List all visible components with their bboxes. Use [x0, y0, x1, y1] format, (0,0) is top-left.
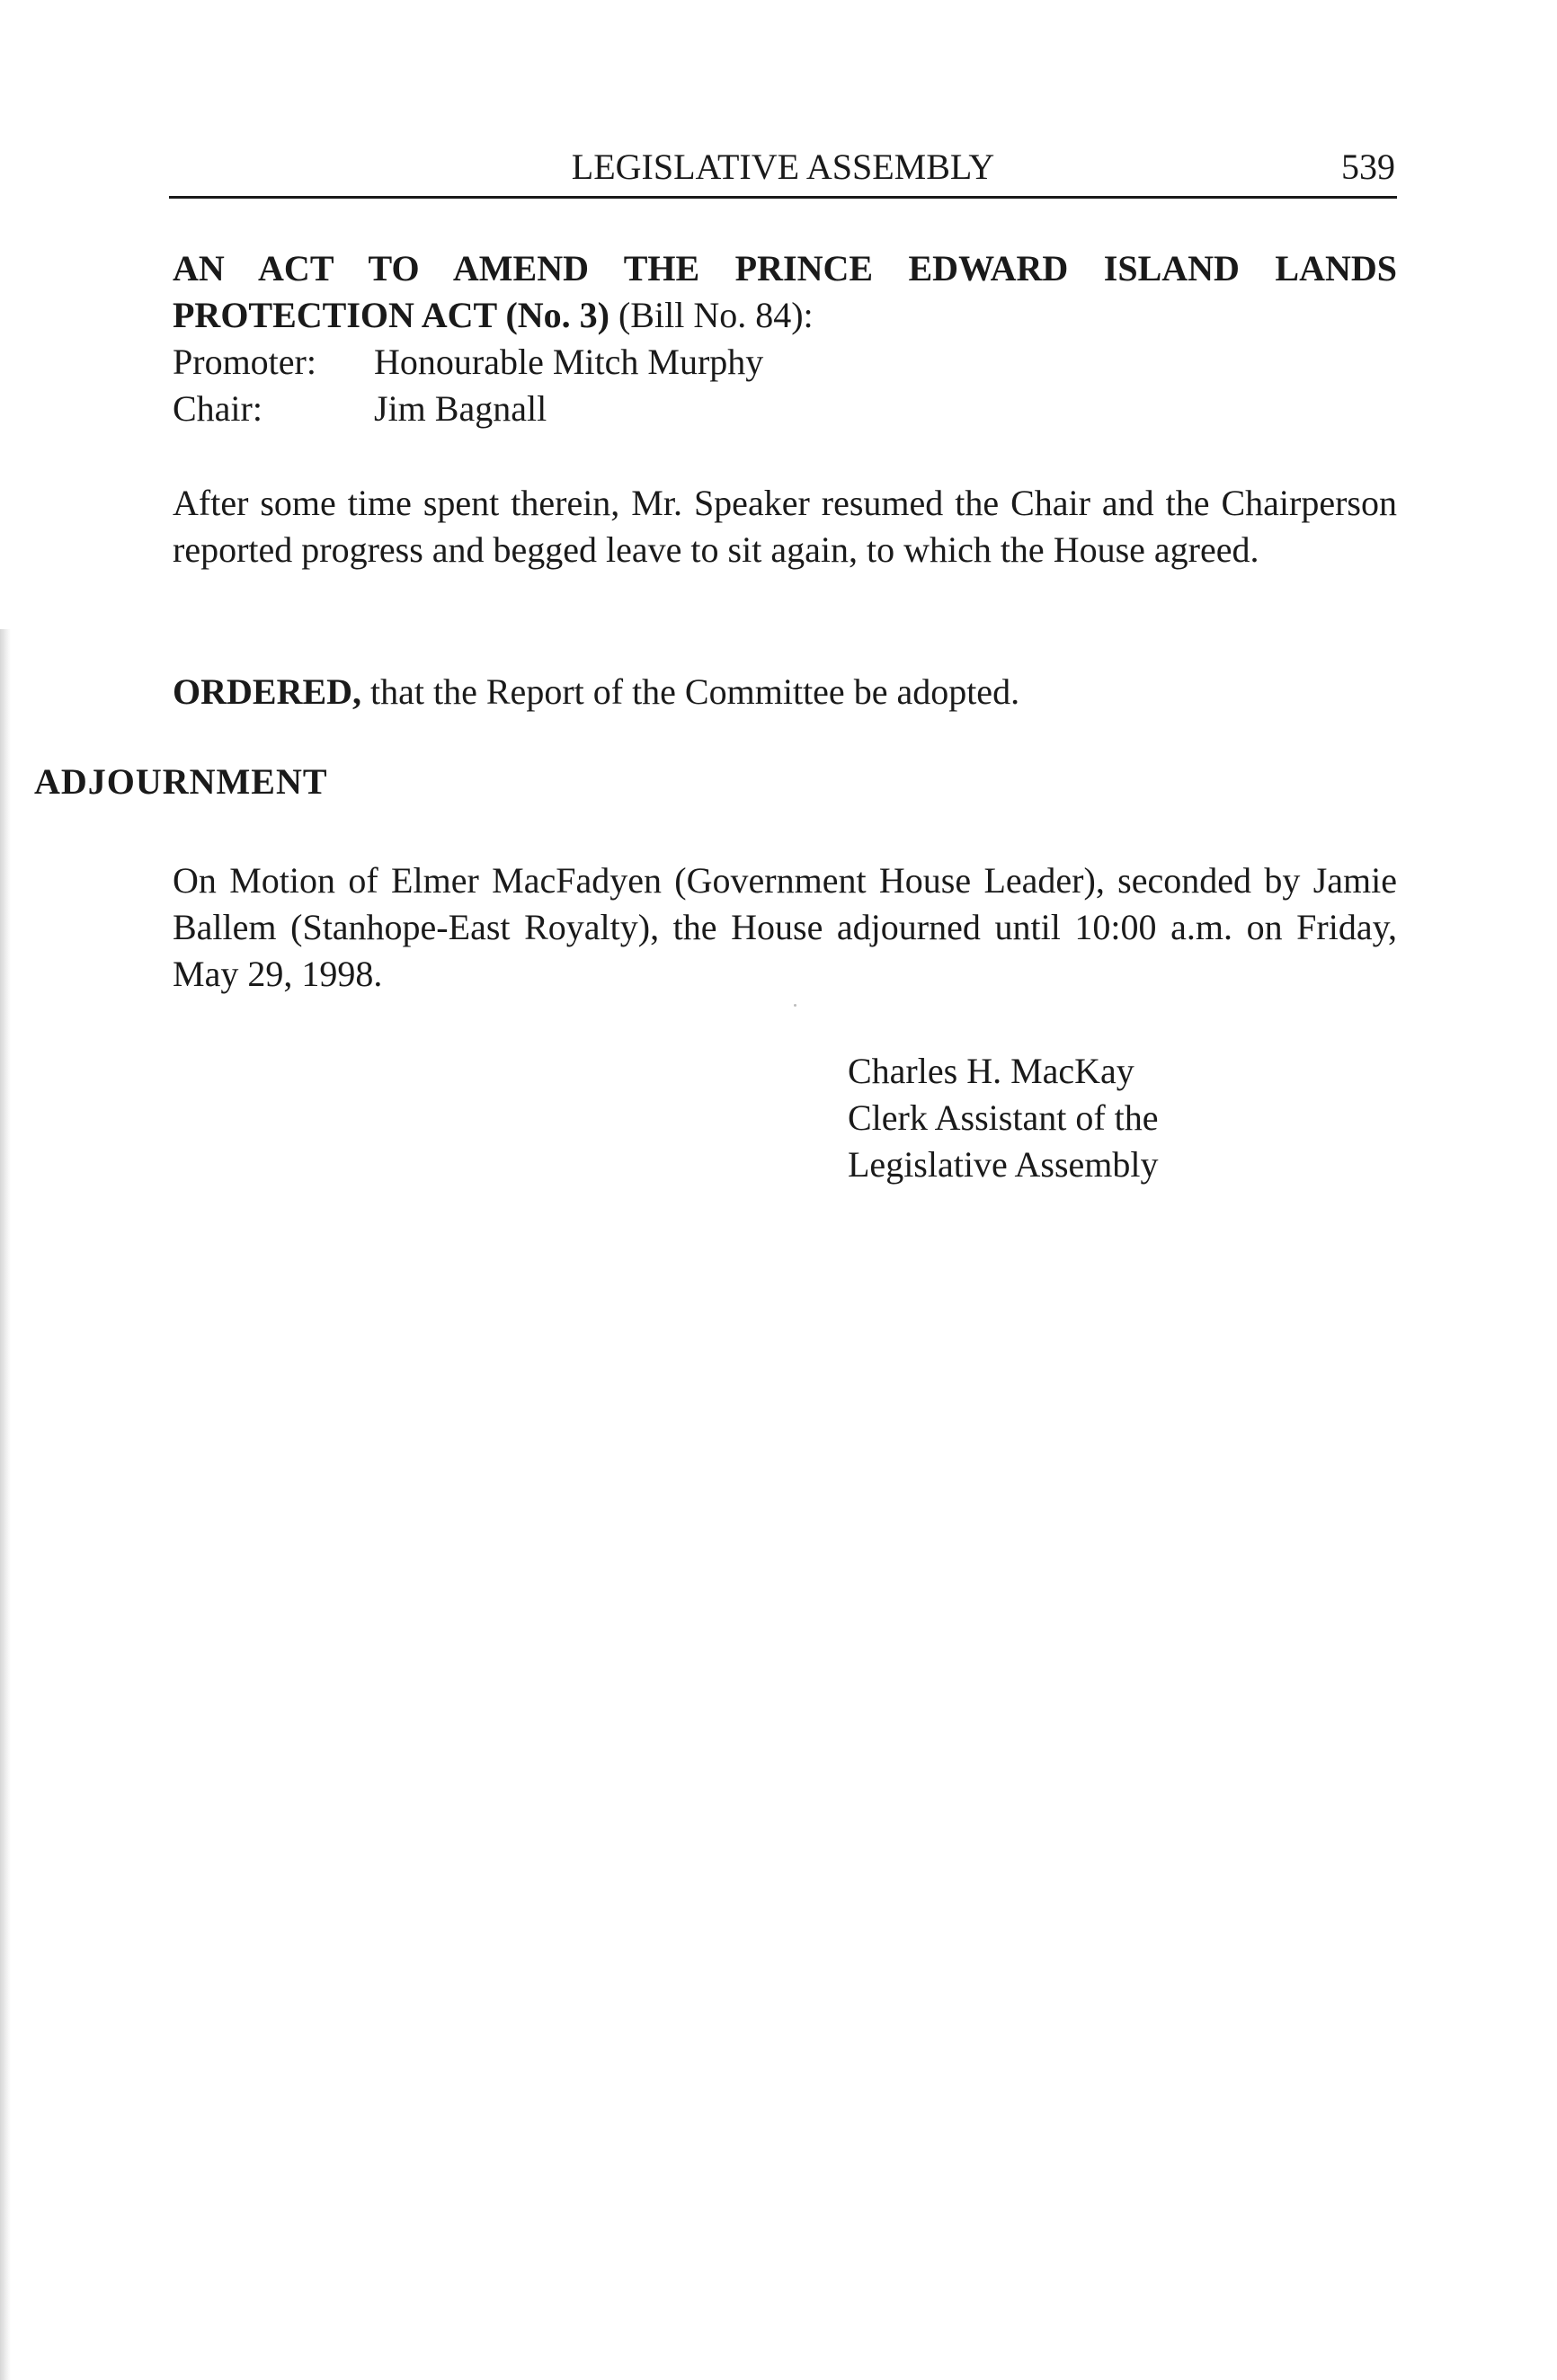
chair-row: [173, 386, 1397, 432]
bill-title: AN ACT TO AMEND THE PRINCE EDWARD ISLAND LANDS: [173, 248, 1397, 289]
running-title: LEGISLATIVE ASSEMBLY: [571, 147, 995, 187]
chair-value: Jim Bagnall: [374, 388, 547, 429]
adjournment-heading: ADJOURNMENT: [34, 761, 328, 802]
promoter-row: [173, 339, 1397, 386]
promoter-label: Promoter:: [173, 342, 316, 382]
bill-number: (Bill No. 84):: [609, 295, 814, 335]
header-rule: [169, 196, 1397, 199]
ordered-keyword: ORDERED,: [173, 671, 362, 712]
bill-title-continued: [173, 292, 1397, 339]
page-number: 539: [1341, 147, 1395, 187]
ordered-text: that the Report of the Committee be adopted.: [361, 671, 1020, 712]
bill-entry: [173, 245, 1397, 432]
committee-report-paragraph: After some time spent therein, Mr. Speaker resumed the Chair and the Chairperson reported progress and begged leave to sit again, to which the House agreed.: [173, 483, 1397, 570]
signatory-name: Charles H. MacKay: [848, 1051, 1134, 1091]
bill-title-bold: PROTECTION ACT (No. 3): [173, 295, 609, 335]
scan-shadow-edge: [0, 629, 11, 2380]
signature-block: [848, 1048, 1159, 1188]
ordered-paragraph: [173, 669, 1397, 715]
signatory-title-line2: Legislative Assembly: [848, 1144, 1159, 1185]
scan-speck: [794, 1004, 796, 1007]
promoter-value: Honourable Mitch Murphy: [374, 342, 764, 382]
page-header: [171, 144, 1395, 198]
signatory-title-line1: Clerk Assistant of the: [848, 1097, 1159, 1138]
chair-label: Chair:: [173, 388, 262, 429]
adjournment-paragraph: On Motion of Elmer MacFadyen (Government House Leader), seconded by Jamie Ballem (Stanhope-East Royalty), the House adjourned until 10:00 a.m. on Friday, May 29, 1998.: [173, 860, 1397, 994]
